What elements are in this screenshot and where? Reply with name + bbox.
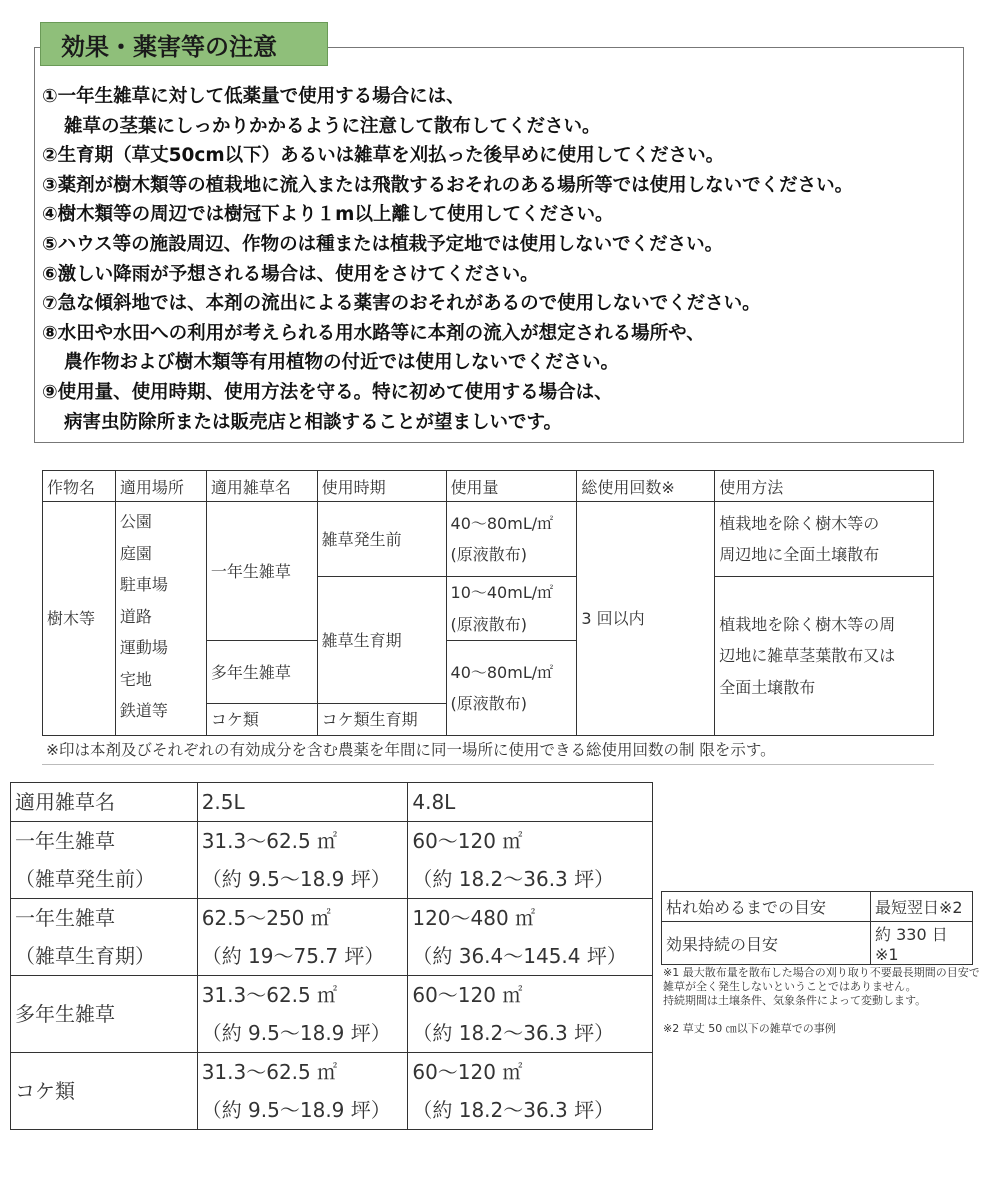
place-item: 鉄道等 xyxy=(119,701,168,720)
area-small-cell xyxy=(197,899,408,976)
notice-list xyxy=(42,82,853,437)
area-cell-line: 60～120 ㎡ xyxy=(412,829,523,853)
place-item: 宅地 xyxy=(119,669,152,689)
area-large-cell xyxy=(408,1053,653,1130)
notice-line: 病害虫防除所または販売店と相談することが望ましいです。 xyxy=(64,411,563,433)
method-line: 周辺地に全面土壌散布 xyxy=(719,545,880,564)
area-large-cell xyxy=(408,822,653,899)
guide-note-line: ※1 最大散布量を散布した場合の刈り取り不要最長期間の目安で xyxy=(663,966,980,979)
area-cell-line: （約 36.4～145.4 坪） xyxy=(412,944,627,968)
guide-note-line: 雑草が全く発生しないということではありません。 xyxy=(663,980,917,993)
usage-footnote: ※印は本剤及びそれぞれの有効成分を含む農薬を年間に同一場所に使用できる総使用回数の制 限を示す。 xyxy=(42,736,934,765)
area-row xyxy=(11,976,653,1053)
guide-notes xyxy=(663,966,980,1036)
amount-value: 40～80mL/㎡ xyxy=(450,662,554,682)
notice-line: ④樹木類等の周辺では樹冠下より１m以上離して使用してください。 xyxy=(42,204,614,226)
area-cell-line: 31.3～62.5 ㎡ xyxy=(201,829,338,853)
area-small-cell xyxy=(197,976,408,1053)
area-cell-line: 60～120 ㎡ xyxy=(412,983,523,1007)
area-small-cell xyxy=(197,1053,408,1130)
header-amount: 使用量 xyxy=(446,471,577,502)
area-row xyxy=(11,1053,653,1130)
guide-table xyxy=(661,891,973,965)
notice-line: 雑草の茎葉にしっかりかかるように注意して散布してください。 xyxy=(64,115,601,137)
guide-value: 最短翌日※2 xyxy=(871,892,973,922)
notice-line: ⑦急な傾斜地では、本剤の流出による薬害のおそれがあるので使用しないでください。 xyxy=(42,293,761,315)
count-cell: 3 回以内 xyxy=(577,502,715,736)
area-weed-cell xyxy=(11,1053,198,1130)
notice-line: ⑥激しい降雨が予想される場合は、使用をさけてください。 xyxy=(42,263,539,285)
header-method: 使用方法 xyxy=(715,471,934,502)
amount-note: (原液散布) xyxy=(450,614,528,634)
crop-cell: 樹木等 xyxy=(43,502,116,736)
method-cell-2 xyxy=(715,577,934,736)
guide-value: 約 330 日※1 xyxy=(871,922,973,965)
header-count: 総使用回数※ xyxy=(577,471,715,502)
area-cell-line: （約 9.5～18.9 坪） xyxy=(201,867,391,891)
area-cell-line: 120～480 ㎡ xyxy=(412,906,536,930)
area-cell-line: （約 19～75.7 坪） xyxy=(201,944,385,968)
notice-line: ③薬剤が樹木類等の植栽地に流入または飛散するおそれのある場所等では使用しないでください。 xyxy=(42,174,854,196)
area-cell-line: 62.5～250 ㎡ xyxy=(201,906,331,930)
place-item: 道路 xyxy=(119,606,152,626)
guide-row xyxy=(662,892,973,922)
place-item: 公園 xyxy=(119,512,152,531)
area-cell-line: 31.3～62.5 ㎡ xyxy=(201,983,338,1007)
area-weed-cell xyxy=(11,976,198,1053)
amount-note: (原液散布) xyxy=(450,545,528,564)
place-item: 運動場 xyxy=(119,638,168,657)
amount-value: 40～80mL/㎡ xyxy=(450,513,554,533)
weed-annual: 一年生雑草 xyxy=(206,502,317,641)
timing-growth: 雑草生育期 xyxy=(317,577,446,704)
method-cell-1 xyxy=(715,502,934,577)
area-header-large: 4.8L xyxy=(408,783,653,822)
area-small-cell xyxy=(197,822,408,899)
area-cell-line: 一年生雑草 xyxy=(15,829,115,853)
guide-label: 枯れ始めるまでの目安 xyxy=(662,892,871,922)
area-row xyxy=(11,899,653,976)
area-cell-line: （約 9.5～18.9 坪） xyxy=(201,1098,391,1122)
area-cell-line: （約 18.2～36.3 坪） xyxy=(412,1098,615,1122)
area-cell-line: （雑草生育期） xyxy=(15,944,155,968)
amount-cell xyxy=(446,577,577,641)
guide-label: 効果持続の目安 xyxy=(662,922,871,965)
guide-note-line: 持続期間は土壌条件、気象条件によって変動します。 xyxy=(663,994,927,1007)
area-row xyxy=(11,822,653,899)
method-line: 植栽地を除く樹木等の xyxy=(719,513,880,533)
method-line: 辺地に雑草茎葉散布又は xyxy=(719,646,896,666)
area-cell-line: （約 18.2～36.3 坪） xyxy=(412,1021,615,1045)
area-cell-line: 31.3～62.5 ㎡ xyxy=(201,1060,338,1084)
area-cell-line: （約 9.5～18.9 坪） xyxy=(201,1021,391,1045)
notice-line: ⑧水田や水田への利用が考えられる用水路等に本剤の流入が想定される場所や、 xyxy=(42,322,705,344)
amount-cell xyxy=(446,641,577,736)
area-cell-line: （雑草発生前） xyxy=(15,867,155,891)
place-item: 駐車場 xyxy=(119,575,168,594)
header-timing: 使用時期 xyxy=(317,471,446,502)
notice-line: ②生育期（草丈50cm以下）あるいは雑草を刈払った後早めに使用してください。 xyxy=(42,145,725,167)
area-cell-line: 60～120 ㎡ xyxy=(412,1060,523,1084)
area-large-cell xyxy=(408,899,653,976)
weed-moss: コケ類 xyxy=(206,704,317,736)
area-table xyxy=(10,782,653,1130)
area-large-cell xyxy=(408,976,653,1053)
guide-note-line: ※2 草丈 50 ㎝以下の雑草での事例 xyxy=(663,1022,836,1035)
notice-line: 農作物および樹木類等有用植物の付近では使用しないでください。 xyxy=(64,352,620,374)
notice-line: ⑤ハウス等の施設周辺、作物のは種または植栽予定地では使用しないでください。 xyxy=(42,233,724,255)
area-header-weed: 適用雑草名 xyxy=(11,783,198,822)
area-cell-line: 一年生雑草 xyxy=(15,906,115,930)
area-weed-cell xyxy=(11,822,198,899)
method-line: 全面土壌散布 xyxy=(719,677,816,697)
timing-pre: 雑草発生前 xyxy=(317,502,446,577)
amount-note: (原液散布) xyxy=(450,694,528,713)
header-place: 適用場所 xyxy=(115,471,206,502)
header-weed: 適用雑草名 xyxy=(206,471,317,502)
guide-row xyxy=(662,922,973,965)
timing-moss: コケ類生育期 xyxy=(317,704,446,736)
area-header-row xyxy=(11,783,653,822)
place-item: 庭園 xyxy=(119,543,152,563)
places-cell xyxy=(115,502,206,736)
area-weed-cell xyxy=(11,899,198,976)
usage-header-row xyxy=(43,471,934,502)
area-cell-line: （約 18.2～36.3 坪） xyxy=(412,867,615,891)
notice-line: ①一年生雑草に対して低薬量で使用する場合には、 xyxy=(42,86,465,107)
method-line: 植栽地を除く樹木等の周 xyxy=(719,614,896,634)
amount-cell xyxy=(446,502,577,577)
amount-value: 10～40mL/㎡ xyxy=(450,583,554,602)
area-cell-line: 多年生雑草 xyxy=(15,1002,115,1026)
guide-note-line xyxy=(663,1008,980,1022)
header-crop: 作物名 xyxy=(43,471,116,502)
area-header-small: 2.5L xyxy=(197,783,408,822)
notice-title: 効果・薬害等の注意 xyxy=(40,22,328,66)
usage-table xyxy=(42,470,934,736)
area-cell-line: コケ類 xyxy=(15,1079,75,1103)
weed-perennial: 多年生雑草 xyxy=(206,641,317,704)
notice-line: ⑨使用量、使用時期、使用方法を守る。特に初めて使用する場合は、 xyxy=(42,381,613,403)
